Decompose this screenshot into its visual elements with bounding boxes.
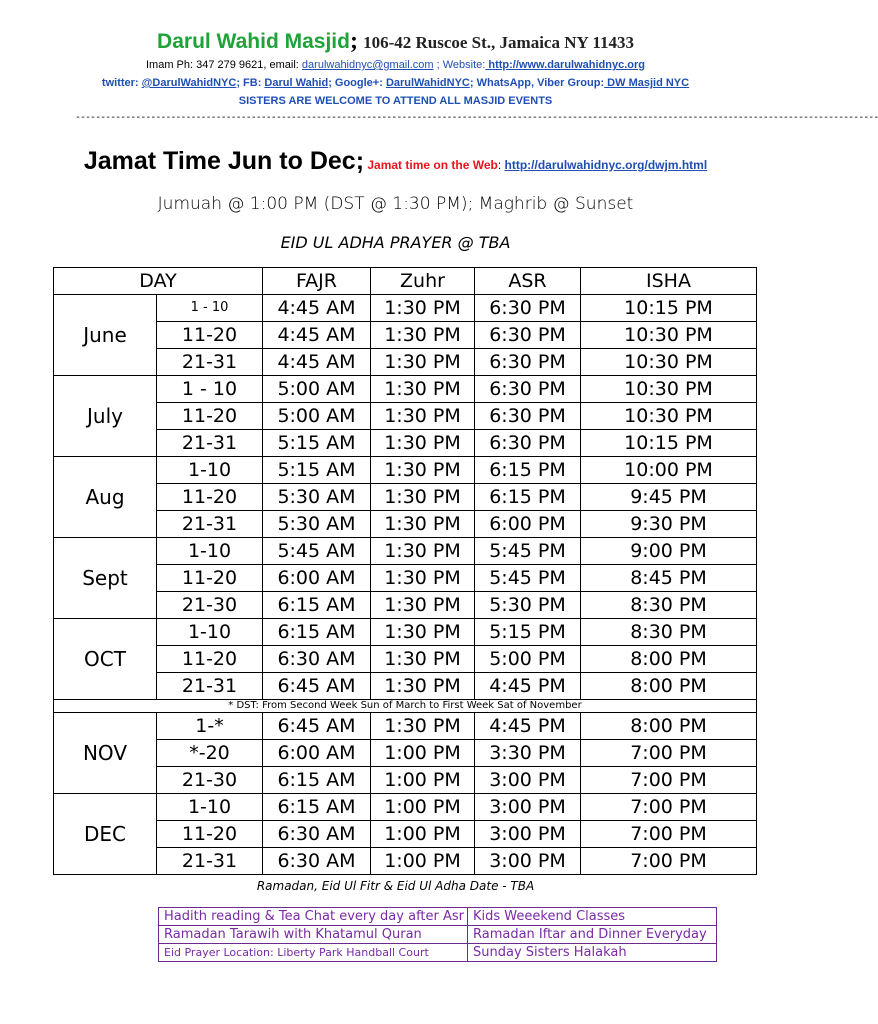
- range-cell: 21-30: [157, 767, 263, 794]
- asr-cell: 6:30 PM: [475, 295, 581, 322]
- website-prefix: ; Website:: [433, 59, 486, 71]
- month-cell: Aug: [54, 457, 157, 538]
- fajr-cell: 6:15 AM: [263, 592, 371, 619]
- asr-cell: 4:45 PM: [475, 713, 581, 740]
- web-label: Jamat time on the Web: [364, 158, 498, 172]
- twitter-prefix: twitter:: [101, 77, 142, 89]
- zuhr-cell: 1:30 PM: [371, 349, 475, 376]
- fajr-cell: 6:30 AM: [263, 646, 371, 673]
- range-cell: 11-20: [157, 821, 263, 848]
- event-sisters-halakah: Sunday Sisters Halakah: [468, 944, 717, 962]
- zuhr-cell: 1:00 PM: [371, 848, 475, 875]
- header-day: DAY: [54, 268, 263, 295]
- fajr-cell: 6:00 AM: [263, 565, 371, 592]
- range-cell: 1-10: [157, 619, 263, 646]
- asr-cell: 6:30 PM: [475, 322, 581, 349]
- isha-cell: 8:00 PM: [581, 646, 757, 673]
- fajr-cell: 6:30 AM: [263, 821, 371, 848]
- isha-cell: 7:00 PM: [581, 848, 757, 875]
- contact-line: [0, 59, 791, 71]
- month-cell: July: [54, 376, 157, 457]
- zuhr-cell: 1:30 PM: [371, 713, 475, 740]
- month-cell: June: [54, 295, 157, 376]
- isha-cell: 7:00 PM: [581, 821, 757, 848]
- table-row: [54, 740, 757, 767]
- asr-cell: 6:15 PM: [475, 457, 581, 484]
- table-row: [54, 713, 757, 740]
- asr-cell: 4:45 PM: [475, 673, 581, 700]
- zuhr-cell: 1:30 PM: [371, 511, 475, 538]
- google-prefix: ; Google+:: [328, 77, 386, 89]
- asr-cell: 5:15 PM: [475, 619, 581, 646]
- page-title: Jamat Time Jun to Dec: [83, 147, 356, 175]
- masjid-name: Darul Wahid Masjid: [157, 30, 350, 53]
- range-cell: 21-30: [157, 592, 263, 619]
- header-divider: ----------------------------------------------------------------------------------------------------------------------------------------------------------------: [75, 112, 878, 123]
- event-kids-classes: Kids Weeekend Classes: [468, 908, 717, 926]
- fajr-cell: 6:15 AM: [263, 794, 371, 821]
- isha-cell: 8:45 PM: [581, 565, 757, 592]
- fajr-cell: 5:15 AM: [263, 430, 371, 457]
- isha-cell: 8:30 PM: [581, 592, 757, 619]
- events-table: [158, 907, 717, 962]
- zuhr-cell: 1:30 PM: [371, 619, 475, 646]
- isha-cell: 9:45 PM: [581, 484, 757, 511]
- range-cell: 21-31: [157, 511, 263, 538]
- isha-cell: 7:00 PM: [581, 794, 757, 821]
- range-cell: 21-31: [157, 349, 263, 376]
- zuhr-cell: 1:30 PM: [371, 673, 475, 700]
- isha-cell: 8:00 PM: [581, 713, 757, 740]
- table-row: [54, 538, 757, 565]
- asr-cell: 6:30 PM: [475, 376, 581, 403]
- table-row: [54, 322, 757, 349]
- range-cell: 21-31: [157, 848, 263, 875]
- google-link[interactable]: DarulWahidNYC: [385, 77, 470, 89]
- masjid-header: [0, 28, 791, 55]
- header-semicolon: ;: [349, 28, 358, 54]
- title-semicolon: ;: [355, 147, 365, 175]
- social-line: [0, 77, 791, 89]
- jumuah-info: Jumuah @ 1:00 PM (DST @ 1:30 PM); Maghrib @ Sunset: [157, 194, 634, 214]
- range-cell: 11-20: [157, 565, 263, 592]
- dst-note: * DST: From Second Week Sun of March to First Week Sat of November: [54, 700, 757, 713]
- asr-cell: 6:30 PM: [475, 349, 581, 376]
- month-cell: Sept: [54, 538, 157, 619]
- range-cell: 21-31: [157, 673, 263, 700]
- table-row: [54, 673, 757, 700]
- table-row: [54, 821, 757, 848]
- asr-cell: 6:00 PM: [475, 511, 581, 538]
- range-cell: 11-20: [157, 646, 263, 673]
- dst-note-row: [54, 700, 757, 713]
- range-cell: 1-10: [157, 538, 263, 565]
- zuhr-cell: 1:30 PM: [371, 538, 475, 565]
- asr-cell: 5:45 PM: [475, 538, 581, 565]
- range-cell: *-20: [157, 740, 263, 767]
- table-row: [54, 565, 757, 592]
- sisters-notice: SISTERS ARE WELCOME TO ATTEND ALL MASJID EVENTS: [238, 95, 553, 107]
- table-row: [54, 403, 757, 430]
- events-row: [159, 944, 717, 962]
- zuhr-cell: 1:30 PM: [371, 484, 475, 511]
- table-row: [54, 848, 757, 875]
- isha-cell: 9:00 PM: [581, 538, 757, 565]
- eid-adha-info: EID UL ADHA PRAYER @ TBA: [280, 233, 511, 252]
- zuhr-cell: 1:00 PM: [371, 821, 475, 848]
- fajr-cell: 5:45 AM: [263, 538, 371, 565]
- isha-cell: 8:30 PM: [581, 619, 757, 646]
- masjid-address: 106-42 Ruscoe St., Jamaica NY 11433: [363, 33, 634, 52]
- table-row: [54, 511, 757, 538]
- range-cell: 1 - 10: [157, 376, 263, 403]
- asr-cell: 3:00 PM: [475, 767, 581, 794]
- events-row: [159, 908, 717, 926]
- asr-cell: 5:00 PM: [475, 646, 581, 673]
- header-zuhr: Zuhr: [371, 268, 475, 295]
- ramadan-eid-note: Ramadan, Eid Ul Fitr & Eid Ul Adha Date - TBA: [256, 879, 535, 893]
- isha-cell: 10:00 PM: [581, 457, 757, 484]
- asr-cell: 6:15 PM: [475, 484, 581, 511]
- fajr-cell: 4:45 AM: [263, 349, 371, 376]
- zuhr-cell: 1:30 PM: [371, 322, 475, 349]
- table-row: [54, 457, 757, 484]
- fajr-cell: 6:45 AM: [263, 673, 371, 700]
- events-row: [159, 926, 717, 944]
- fajr-cell: 5:30 AM: [263, 484, 371, 511]
- fajr-cell: 5:15 AM: [263, 457, 371, 484]
- jamat-schedule-table: [53, 267, 757, 875]
- email-link[interactable]: darulwahidnyc@gmail.com: [301, 59, 434, 71]
- fb-link[interactable]: Darul Wahid: [264, 77, 329, 89]
- jamat-web-link[interactable]: http://darulwahidnyc.org/dwjm.html: [504, 158, 708, 172]
- event-eid-prayer-location: Eid Prayer Location: Liberty Park Handball Court: [159, 944, 468, 962]
- table-row: [54, 619, 757, 646]
- range-cell: 1-*: [157, 713, 263, 740]
- fajr-cell: 5:00 AM: [263, 403, 371, 430]
- table-row: [54, 484, 757, 511]
- range-cell: 1 - 10: [157, 295, 263, 322]
- zuhr-cell: 1:00 PM: [371, 740, 475, 767]
- isha-cell: 10:30 PM: [581, 322, 757, 349]
- fajr-cell: 6:15 AM: [263, 619, 371, 646]
- header-asr: ASR: [475, 268, 581, 295]
- fajr-cell: 4:45 AM: [263, 322, 371, 349]
- zuhr-cell: 1:30 PM: [371, 565, 475, 592]
- fajr-cell: 6:30 AM: [263, 848, 371, 875]
- contact-prefix: Imam Ph: 347 279 9621, email:: [145, 59, 302, 71]
- header-fajr: FAJR: [263, 268, 371, 295]
- asr-cell: 5:30 PM: [475, 592, 581, 619]
- event-ramadan-tarawih: Ramadan Tarawih with Khatamul Quran: [159, 926, 468, 944]
- fajr-cell: 6:15 AM: [263, 767, 371, 794]
- table-row: [54, 794, 757, 821]
- zuhr-cell: 1:00 PM: [371, 767, 475, 794]
- fajr-cell: 4:45 AM: [263, 295, 371, 322]
- zuhr-cell: 1:30 PM: [371, 646, 475, 673]
- asr-cell: 6:30 PM: [475, 430, 581, 457]
- web-colon: :: [497, 158, 505, 172]
- asr-cell: 6:30 PM: [475, 403, 581, 430]
- month-cell: OCT: [54, 619, 157, 700]
- whatsapp-link[interactable]: DW Masjid NYC: [604, 77, 690, 89]
- isha-cell: 10:30 PM: [581, 349, 757, 376]
- zuhr-cell: 1:30 PM: [371, 592, 475, 619]
- isha-cell: 9:30 PM: [581, 511, 757, 538]
- table-row: [54, 592, 757, 619]
- zuhr-cell: 1:30 PM: [371, 430, 475, 457]
- isha-cell: 10:15 PM: [581, 295, 757, 322]
- asr-cell: 5:45 PM: [475, 565, 581, 592]
- table-row: [54, 767, 757, 794]
- table-row: [54, 349, 757, 376]
- table-row: [54, 646, 757, 673]
- zuhr-cell: 1:30 PM: [371, 295, 475, 322]
- fajr-cell: 5:30 AM: [263, 511, 371, 538]
- range-cell: 11-20: [157, 484, 263, 511]
- isha-cell: 8:00 PM: [581, 673, 757, 700]
- isha-cell: 10:30 PM: [581, 376, 757, 403]
- table-header-row: [54, 268, 757, 295]
- range-cell: 1-10: [157, 794, 263, 821]
- table-row: [54, 430, 757, 457]
- isha-cell: 10:30 PM: [581, 403, 757, 430]
- zuhr-cell: 1:30 PM: [371, 457, 475, 484]
- fajr-cell: 6:00 AM: [263, 740, 371, 767]
- event-hadith-reading: Hadith reading & Tea Chat every day after Asr: [159, 908, 468, 926]
- range-cell: 11-20: [157, 403, 263, 430]
- isha-cell: 10:15 PM: [581, 430, 757, 457]
- zuhr-cell: 1:30 PM: [371, 403, 475, 430]
- range-cell: 1-10: [157, 457, 263, 484]
- fb-prefix: ; FB:: [236, 77, 265, 89]
- twitter-link[interactable]: @DarulWahidNYC: [141, 77, 237, 89]
- isha-cell: 7:00 PM: [581, 740, 757, 767]
- table-row: [54, 376, 757, 403]
- title-row: [0, 147, 791, 176]
- month-cell: DEC: [54, 794, 157, 875]
- isha-cell: 7:00 PM: [581, 767, 757, 794]
- zuhr-cell: 1:00 PM: [371, 794, 475, 821]
- table-row: [54, 295, 757, 322]
- zuhr-cell: 1:30 PM: [371, 376, 475, 403]
- range-cell: 21-31: [157, 430, 263, 457]
- range-cell: 11-20: [157, 322, 263, 349]
- website-link[interactable]: http://www.darulwahidnyc.org: [485, 59, 646, 71]
- whatsapp-prefix: ; WhatsApp, Viber Group:: [469, 77, 605, 89]
- event-ramadan-iftar: Ramadan Iftar and Dinner Everyday: [468, 926, 717, 944]
- asr-cell: 3:30 PM: [475, 740, 581, 767]
- asr-cell: 3:00 PM: [475, 794, 581, 821]
- asr-cell: 3:00 PM: [475, 848, 581, 875]
- asr-cell: 3:00 PM: [475, 821, 581, 848]
- month-cell: NOV: [54, 713, 157, 794]
- header-isha: ISHA: [581, 268, 757, 295]
- fajr-cell: 6:45 AM: [263, 713, 371, 740]
- fajr-cell: 5:00 AM: [263, 376, 371, 403]
